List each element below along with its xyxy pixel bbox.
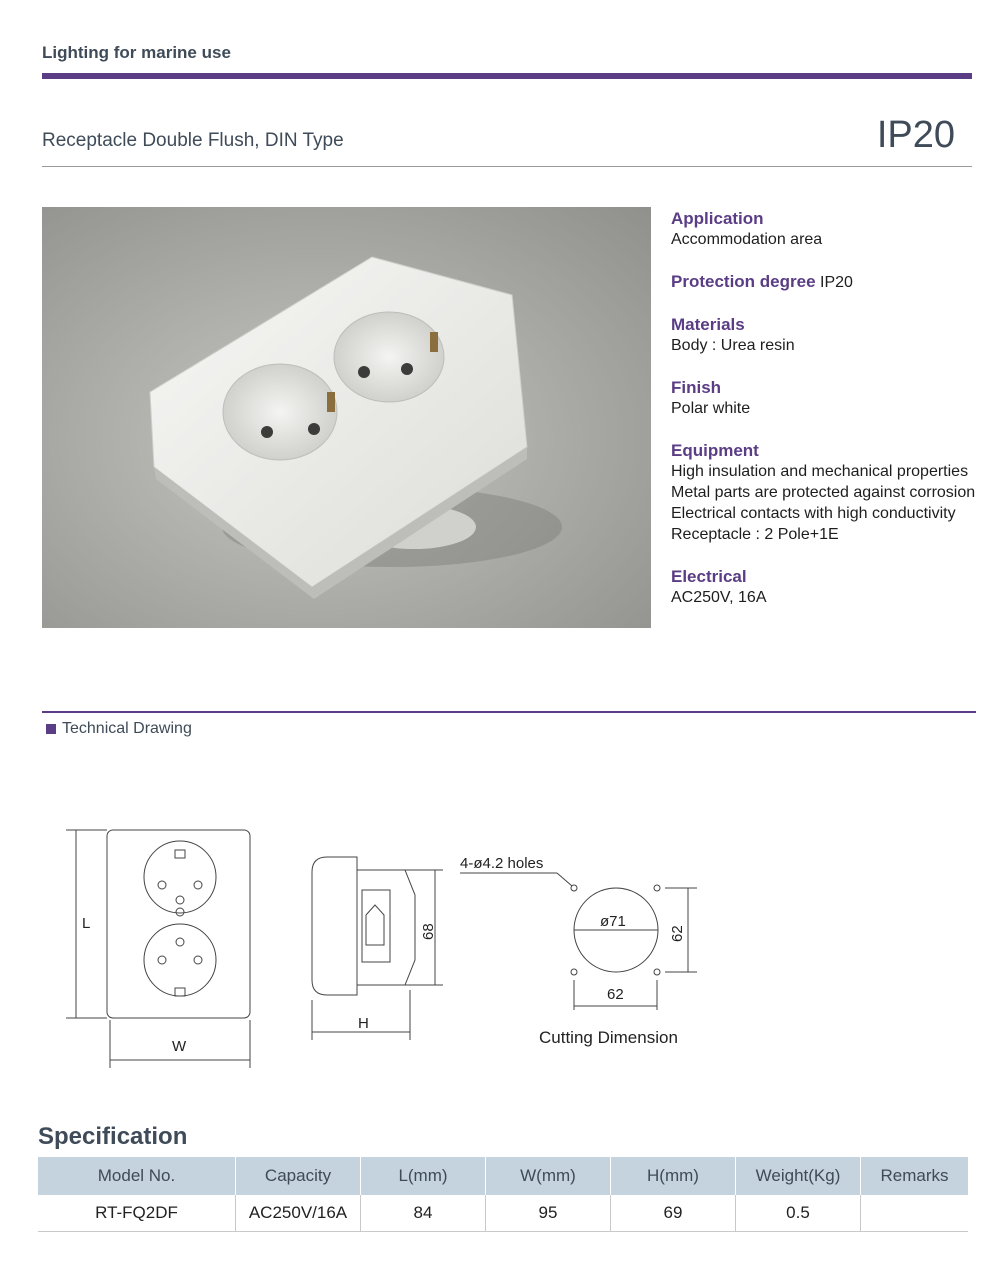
finish-group — [671, 377, 991, 419]
spec-cell-remarks — [861, 1195, 969, 1232]
spec-header-l: L(mm) — [361, 1157, 486, 1195]
title-divider — [42, 166, 972, 167]
spec-cell-h: 69 — [611, 1195, 736, 1232]
protection-group — [671, 271, 991, 293]
electrical-group — [671, 566, 991, 608]
header-divider — [42, 73, 972, 79]
spec-header-row — [38, 1157, 968, 1195]
technical-label: Technical Drawing — [62, 720, 192, 737]
equipment-line: Electrical contacts with high conductivity — [671, 505, 956, 522]
electrical-value: AC250V, 16A — [671, 589, 767, 606]
cutting-dimension-caption: Cutting Dimension — [539, 1028, 678, 1047]
spec-cell-w: 95 — [486, 1195, 611, 1232]
technical-drawing — [0, 800, 1000, 1100]
product-title: Receptacle Double Flush, DIN Type — [42, 130, 344, 151]
cutting-view — [460, 873, 697, 1010]
protection-value: IP20 — [820, 274, 853, 291]
spec-header-w: W(mm) — [486, 1157, 611, 1195]
dim-62-vertical-label: 62 — [669, 925, 686, 942]
dim-w-label: W — [172, 1038, 187, 1055]
spec-cell-capacity: AC250V/16A — [236, 1195, 361, 1232]
spec-header-model: Model No. — [38, 1157, 236, 1195]
finish-label: Finish — [671, 378, 722, 397]
ip-rating: IP20 — [876, 114, 955, 156]
technical-heading — [46, 720, 192, 738]
spec-header-h: H(mm) — [611, 1157, 736, 1195]
square-bullet-icon — [46, 724, 56, 734]
electrical-label: Electrical — [671, 567, 747, 586]
side-view — [312, 857, 443, 1040]
spec-title: Specification — [38, 1123, 188, 1150]
technical-divider — [42, 711, 976, 713]
holes-label: 4-ø4.2 holes — [460, 855, 544, 872]
materials-group — [671, 314, 991, 356]
equipment-line: High insulation and mechanical properties — [671, 463, 969, 480]
spec-cell-l: 84 — [361, 1195, 486, 1232]
dim-68-label: 68 — [420, 923, 437, 940]
diameter-label: ø71 — [600, 913, 626, 930]
table-row — [38, 1195, 968, 1232]
application-group — [671, 208, 991, 250]
dim-h-label: H — [358, 1015, 369, 1032]
dim-l-label: L — [82, 915, 91, 932]
equipment-label: Equipment — [671, 441, 759, 460]
materials-label: Materials — [671, 315, 745, 334]
application-label: Application — [671, 209, 764, 228]
product-properties — [671, 208, 991, 629]
dim-62-horizontal-label: 62 — [607, 986, 624, 1003]
spec-header-remarks: Remarks — [861, 1157, 969, 1195]
equipment-line: Receptacle : 2 Pole+1E — [671, 526, 839, 543]
equipment-line: Metal parts are protected against corrosion — [671, 484, 976, 501]
spec-header-weight: Weight(Kg) — [736, 1157, 861, 1195]
spec-cell-weight: 0.5 — [736, 1195, 861, 1232]
section-label: Lighting for marine use — [42, 43, 231, 62]
spec-table — [38, 1157, 968, 1232]
product-photo — [42, 207, 651, 628]
equipment-group — [671, 440, 991, 545]
spec-header-capacity: Capacity — [236, 1157, 361, 1195]
spec-cell-model: RT-FQ2DF — [38, 1195, 236, 1232]
front-view — [66, 830, 250, 1068]
finish-value: Polar white — [671, 400, 751, 417]
materials-value: Body : Urea resin — [671, 337, 795, 354]
application-value: Accommodation area — [671, 231, 823, 248]
protection-label: Protection degree — [671, 272, 816, 291]
